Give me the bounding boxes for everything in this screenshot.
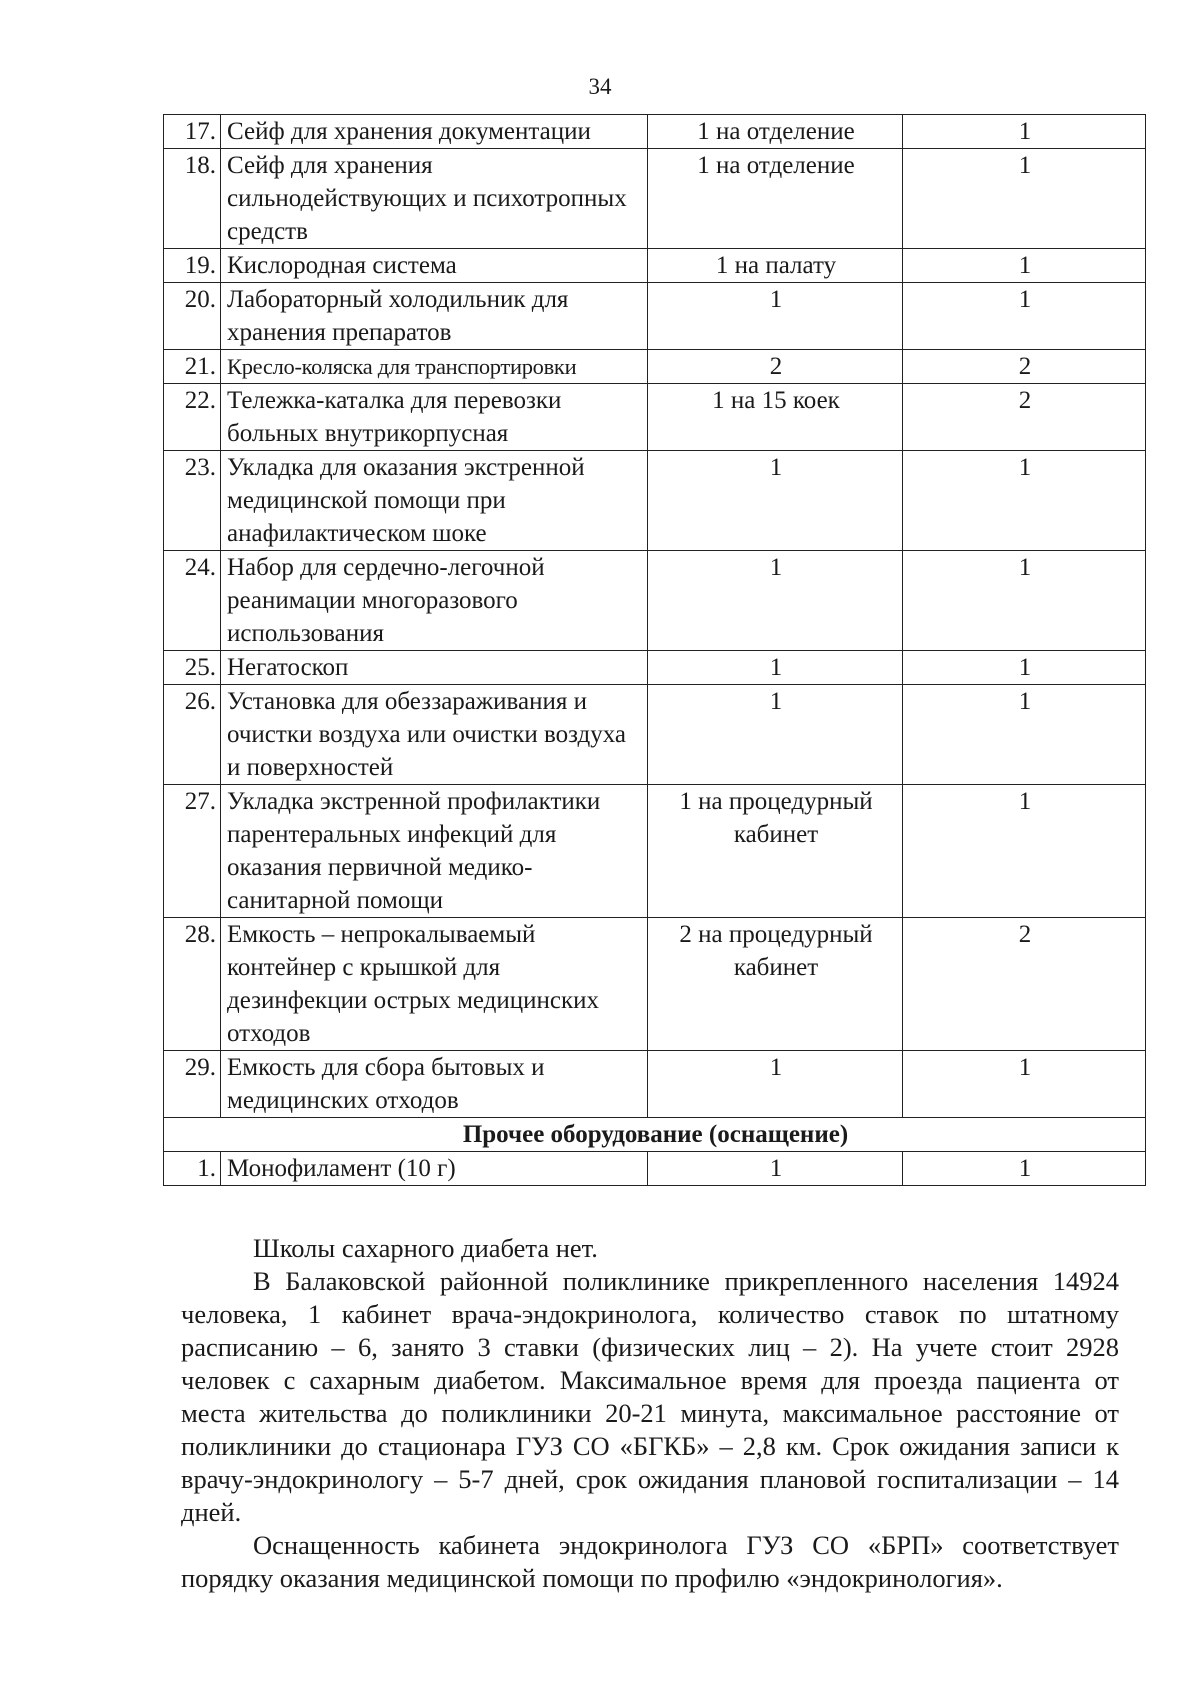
item-norm: 1 на отделение (648, 149, 903, 249)
item-name: Негатоскоп (221, 651, 648, 685)
item-name: Укладка экстренной профилактики парентеральных инфекций для оказания первичной медико-санитарной помощи (221, 785, 648, 918)
row-number: 21. (164, 350, 221, 384)
table-row (164, 685, 1146, 785)
item-name: Лабораторный холодильник для хранения препаратов (221, 283, 648, 350)
row-number: 28. (164, 918, 221, 1051)
item-norm: 2 на процедурный кабинет (648, 918, 903, 1051)
paragraph-clinic-info: В Балаковской районной поликлинике прикрепленного населения 14924 человека, 1 кабинет врача-эндокринолога, количество ставок по штатному расписанию – 6, занято 3 ставки (физических лиц – 2). На учете стоит 2928 человек с сахарным диабетом. Максимальное время для проезда пациента от места жительства до поликлиники 20-21 минута, максимальное расстояние от поликлиники до стационара ГУЗ СО «БГКБ» – 2,8 км. Срок ожидания записи к врачу-эндокринологу – 5-7 дней, срок ожидания плановой госпитализации – 14 дней. (181, 1266, 1119, 1527)
item-norm: 1 (648, 651, 903, 685)
item-quantity: 1 (903, 1051, 1146, 1118)
item-quantity: 2 (903, 918, 1146, 1051)
body-text (181, 1232, 1119, 1595)
table-row (164, 651, 1146, 685)
item-quantity: 1 (903, 283, 1146, 350)
item-norm: 1 (648, 1152, 903, 1186)
row-number: 18. (164, 149, 221, 249)
table-row (164, 1152, 1146, 1186)
item-name: Кресло-коляска для транспортировки (221, 350, 648, 384)
item-norm: 1 (648, 685, 903, 785)
item-quantity: 1 (903, 785, 1146, 918)
item-quantity: 1 (903, 149, 1146, 249)
table-row (164, 1051, 1146, 1118)
table-row (164, 283, 1146, 350)
item-norm: 1 на процедурный кабинет (648, 785, 903, 918)
item-name: Сейф для хранения документации (221, 115, 648, 149)
table-row (164, 350, 1146, 384)
item-quantity: 1 (903, 651, 1146, 685)
row-number: 17. (164, 115, 221, 149)
row-number: 27. (164, 785, 221, 918)
item-name: Емкость – непрокалываемый контейнер с крышкой для дезинфекции острых медицинских отходов (221, 918, 648, 1051)
table-row (164, 149, 1146, 249)
item-name: Укладка для оказания экстренной медицинской помощи при анафилактическом шоке (221, 451, 648, 551)
row-number: 1. (164, 1152, 221, 1186)
row-number: 22. (164, 384, 221, 451)
row-number: 24. (164, 551, 221, 651)
item-quantity: 1 (903, 249, 1146, 283)
item-name: Монофиламент (10 г) (221, 1152, 648, 1186)
item-name: Сейф для хранения сильнодействующих и психотропных средств (221, 149, 648, 249)
table-row (164, 918, 1146, 1051)
row-number: 20. (164, 283, 221, 350)
item-quantity: 2 (903, 384, 1146, 451)
item-name: Емкость для сбора бытовых и медицинских отходов (221, 1051, 648, 1118)
item-name: Набор для сердечно-легочной реанимации многоразового использования (221, 551, 648, 651)
item-norm: 1 (648, 1051, 903, 1118)
item-norm: 1 на 15 коек (648, 384, 903, 451)
table-row (164, 451, 1146, 551)
row-number: 19. (164, 249, 221, 283)
page-number: 34 (588, 74, 612, 99)
item-quantity: 1 (903, 451, 1146, 551)
item-name: Тележка-каталка для перевозки больных внутрикорпусная (221, 384, 648, 451)
item-norm: 1 на отделение (648, 115, 903, 149)
section-title: Прочее оборудование (оснащение) (164, 1118, 1146, 1152)
table-row (164, 551, 1146, 651)
item-norm: 1 (648, 283, 903, 350)
item-norm: 1 (648, 551, 903, 651)
item-quantity: 1 (903, 685, 1146, 785)
item-norm: 1 (648, 451, 903, 551)
table-row (164, 115, 1146, 149)
item-quantity: 1 (903, 115, 1146, 149)
row-number: 23. (164, 451, 221, 551)
paragraph-no-school: Школы сахарного диабета нет. (253, 1233, 598, 1263)
equipment-table (163, 114, 1146, 1186)
paragraph-conclusion: Оснащенность кабинета эндокринолога ГУЗ СО «БРП» соответствует порядку оказания медицинской помощи по профилю «эндокринология». (181, 1530, 1119, 1593)
item-norm: 1 на палату (648, 249, 903, 283)
row-number: 25. (164, 651, 221, 685)
item-quantity: 2 (903, 350, 1146, 384)
table-row (164, 785, 1146, 918)
section-header-row (164, 1118, 1146, 1152)
table-row (164, 249, 1146, 283)
table-row (164, 384, 1146, 451)
row-number: 29. (164, 1051, 221, 1118)
item-name: Кислородная система (221, 249, 648, 283)
item-norm: 2 (648, 350, 903, 384)
item-name: Установка для обеззараживания и очистки воздуха или очистки воздуха и поверхностей (221, 685, 648, 785)
row-number: 26. (164, 685, 221, 785)
item-quantity: 1 (903, 1152, 1146, 1186)
item-quantity: 1 (903, 551, 1146, 651)
